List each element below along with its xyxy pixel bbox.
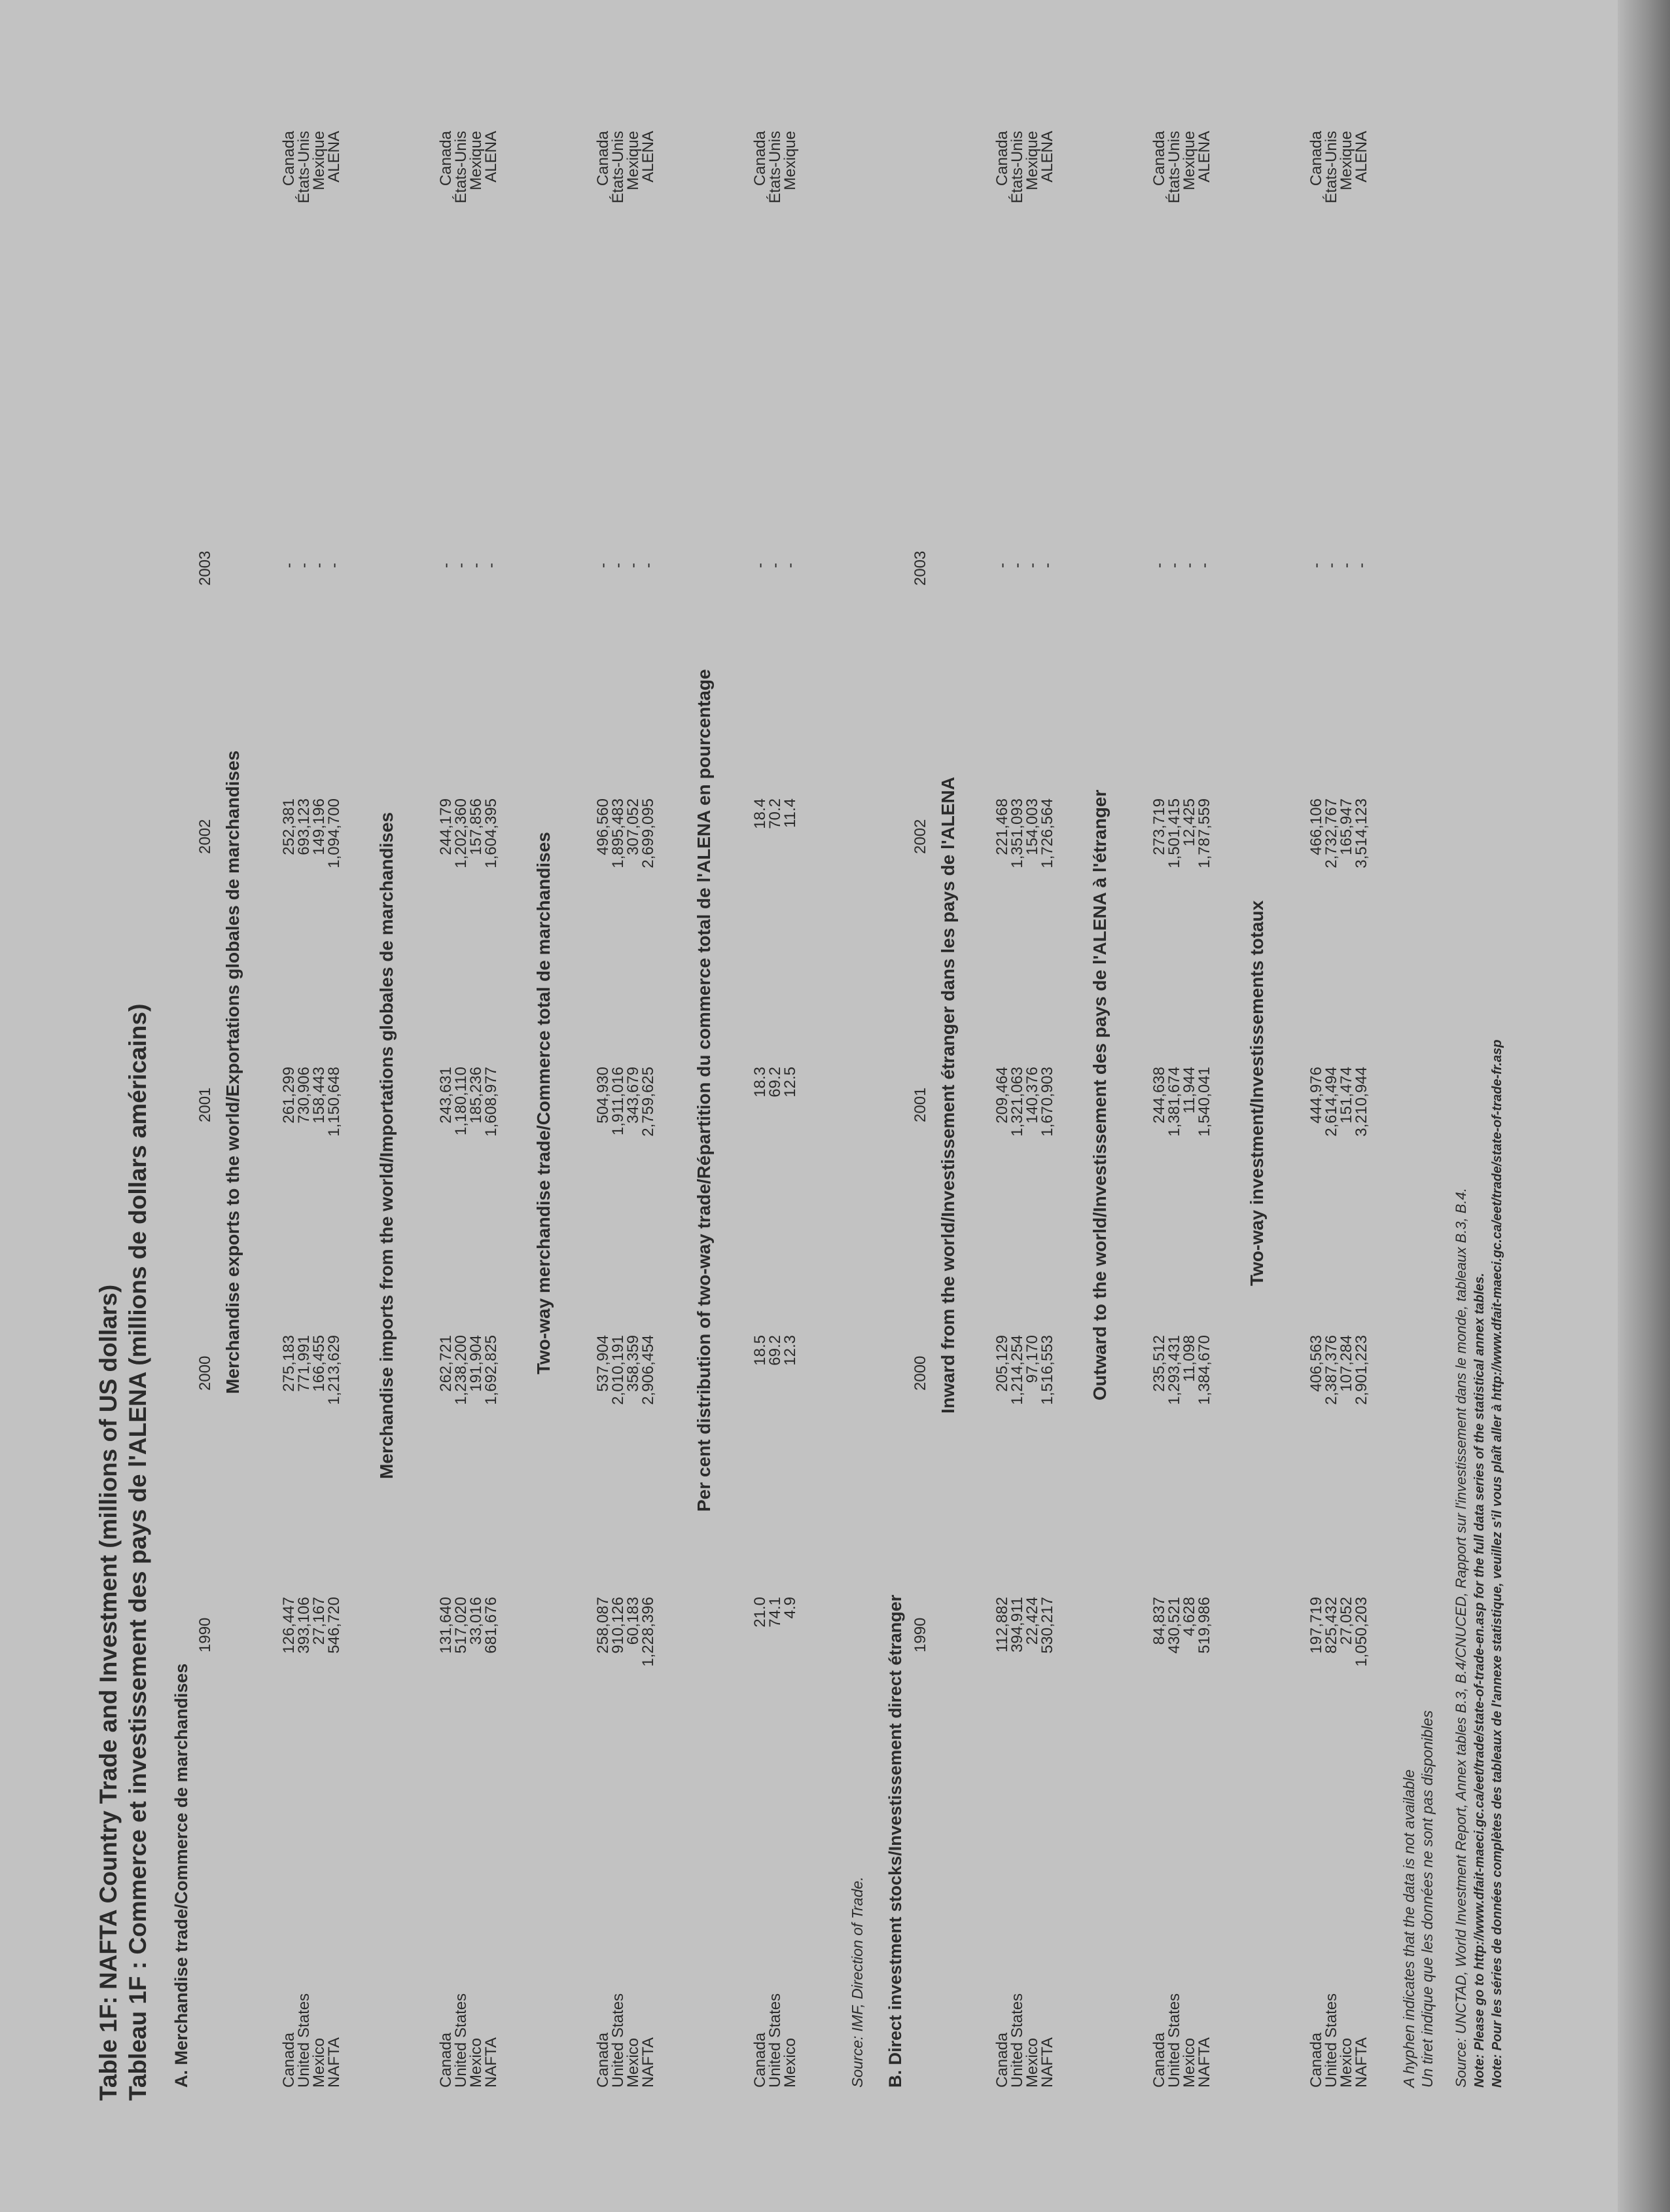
table-title-fr: Tableau 1F : Commerce et investissement des pays de l'ALENA (millions de dollars américains) xyxy=(124,1003,151,2101)
cell: 1,050,203 xyxy=(1353,1597,1370,1667)
cell: - xyxy=(1023,563,1041,568)
col-2000 xyxy=(438,1335,499,1453)
cell: 2,906,454 xyxy=(639,1335,657,1405)
row-label: NAFTA xyxy=(1353,2037,1370,2088)
cell: 519,986 xyxy=(1196,1597,1213,1654)
row-label-fr: États-Unis xyxy=(452,131,470,204)
cell: 273,719 xyxy=(1150,798,1168,855)
cell: - xyxy=(1353,563,1370,568)
cell: 1,895,483 xyxy=(609,798,627,868)
row-label-fr: États-Unis xyxy=(295,131,313,204)
row-label: United States xyxy=(766,1993,784,2088)
row-label-fr: ALENA xyxy=(639,131,657,183)
cell: 343,679 xyxy=(624,1067,642,1124)
row-label: NAFTA xyxy=(1196,2037,1213,2088)
cell: 358,359 xyxy=(624,1335,642,1392)
cell: 393,106 xyxy=(295,1597,313,1654)
cell: 191,904 xyxy=(467,1335,485,1392)
row-labels-fr xyxy=(1152,131,1212,249)
row-label-fr: États-Unis xyxy=(766,131,784,204)
row-label-fr: Mexique xyxy=(1338,131,1355,190)
cell: 466,106 xyxy=(1307,798,1325,855)
cell: 2,010,191 xyxy=(609,1335,627,1405)
cell: 394,911 xyxy=(1008,1597,1026,1652)
cell: - xyxy=(609,563,627,568)
cell: - xyxy=(310,563,328,568)
cell: - xyxy=(624,563,642,568)
block-heading-exports: Merchandise exports to the world/Exportations globales de marchandises xyxy=(222,750,243,1394)
cell: 21.0 xyxy=(751,1597,769,1628)
cell: - xyxy=(437,563,455,568)
col-2000 xyxy=(1152,1335,1212,1453)
block-heading-imports: Merchandise imports from the world/Importations globales de marchandises xyxy=(376,812,397,1479)
row-label-fr: ALENA xyxy=(325,131,343,183)
row-label-fr: Canada xyxy=(1307,131,1325,187)
row-label: Mexico xyxy=(467,2037,485,2088)
source-a: Source: IMF, Direction of Trade. xyxy=(849,1876,866,2088)
cell: - xyxy=(1338,563,1355,568)
year-header-2001: 2001 xyxy=(196,1087,214,1122)
cell: 1,670,903 xyxy=(1039,1067,1056,1137)
row-label: NAFTA xyxy=(325,2037,343,2088)
cell: 1,381,674 xyxy=(1165,1067,1183,1137)
col-1990 xyxy=(595,1597,656,1715)
cell: 2,387,376 xyxy=(1323,1335,1340,1405)
year-header-2001: 2001 xyxy=(912,1087,929,1122)
cell: - xyxy=(1039,563,1056,568)
row-label: Mexico xyxy=(1338,2037,1355,2088)
row-label-fr: Mexique xyxy=(1023,131,1041,190)
col-2002 xyxy=(753,798,798,916)
hyphen-note-en: A hyphen indicates that the data is not available xyxy=(1400,1769,1417,2088)
cell: - xyxy=(280,563,298,568)
cell: 1,787,559 xyxy=(1196,798,1213,868)
cell: 537,904 xyxy=(594,1335,612,1392)
cell: - xyxy=(467,563,485,568)
row-label-fr: Canada xyxy=(280,131,298,187)
row-label: United States xyxy=(452,1993,470,2088)
cell: 18.4 xyxy=(751,798,769,829)
row-label-fr: Mexique xyxy=(624,131,642,190)
row-label-fr: Mexique xyxy=(1181,131,1198,190)
row-labels-fr xyxy=(753,131,798,249)
row-label-fr: Mexique xyxy=(781,131,799,190)
cell: 517,020 xyxy=(452,1597,470,1654)
col-2002 xyxy=(595,798,656,916)
cell: 1,321,063 xyxy=(1008,1067,1026,1137)
cell: 261,299 xyxy=(280,1067,298,1124)
row-label-fr: ALENA xyxy=(482,131,500,183)
year-header-2003: 2003 xyxy=(912,550,929,586)
row-label-fr: Canada xyxy=(751,131,769,187)
row-label-fr: États-Unis xyxy=(1008,131,1026,204)
cell: - xyxy=(1008,563,1026,568)
cell: 60,183 xyxy=(624,1597,642,1645)
row-label: NAFTA xyxy=(639,2037,657,2088)
row-label: Mexico xyxy=(781,2037,799,2088)
row-labels-fr xyxy=(438,131,499,249)
row-label-fr: États-Unis xyxy=(1323,131,1340,204)
cell: 1,228,396 xyxy=(639,1597,657,1667)
row-label-fr: États-Unis xyxy=(609,131,627,204)
cell: 18.5 xyxy=(751,1335,769,1366)
year-header-2002: 2002 xyxy=(912,819,929,854)
cell: 1,351,093 xyxy=(1008,798,1026,868)
col-1990 xyxy=(753,1597,798,1715)
row-label-fr: États-Unis xyxy=(1165,131,1183,204)
cell: 4.9 xyxy=(781,1597,799,1619)
cell: 1,608,977 xyxy=(482,1067,500,1137)
cell: 1,150,648 xyxy=(325,1067,343,1137)
cell: - xyxy=(1150,563,1168,568)
cell: 154,003 xyxy=(1023,798,1041,855)
col-2002 xyxy=(1309,798,1369,916)
row-label: United States xyxy=(1165,1993,1183,2088)
cell: 12.5 xyxy=(781,1067,799,1097)
col-1990 xyxy=(1309,1597,1369,1715)
col-2001 xyxy=(438,1067,499,1185)
cell: 406,563 xyxy=(1307,1335,1325,1392)
row-label: Canada xyxy=(437,2032,455,2088)
row-label: Canada xyxy=(1150,2032,1168,2088)
cell: 1,094,700 xyxy=(325,798,343,868)
row-labels-en xyxy=(438,1993,499,2088)
cell: - xyxy=(482,563,500,568)
row-labels-en xyxy=(281,1993,342,2088)
row-label: NAFTA xyxy=(482,2037,500,2088)
col-2003 xyxy=(753,563,798,628)
cell: 70.2 xyxy=(766,798,784,829)
year-header-2000: 2000 xyxy=(196,1355,214,1391)
cell: 910,126 xyxy=(609,1597,627,1654)
row-label: Canada xyxy=(1307,2032,1325,2088)
row-label-fr: Canada xyxy=(993,131,1011,187)
cell: 112,882 xyxy=(993,1597,1011,1652)
row-label: United States xyxy=(1323,1993,1340,2088)
cell: - xyxy=(1323,563,1340,568)
cell: 97,170 xyxy=(1023,1335,1041,1383)
row-labels-en xyxy=(753,1993,798,2088)
cell: 11.4 xyxy=(781,798,799,828)
block-heading-inward: Inward from the world/Investissement étranger dans les pays de l'ALENA xyxy=(938,777,958,1414)
row-label-fr: Canada xyxy=(594,131,612,187)
col-2001 xyxy=(753,1067,798,1185)
cell: 693,123 xyxy=(295,798,313,855)
cell: 74.1 xyxy=(766,1597,784,1628)
cell: - xyxy=(1196,563,1213,568)
cell: - xyxy=(766,563,784,568)
cell: 252,381 xyxy=(280,798,298,855)
row-labels-en xyxy=(995,1993,1055,2088)
row-label: Canada xyxy=(751,2032,769,2088)
year-header-2003: 2003 xyxy=(196,550,214,586)
col-2002 xyxy=(438,798,499,916)
cell: 1,202,360 xyxy=(452,798,470,868)
cell: 496,560 xyxy=(594,798,612,855)
note-en: Note: Please go to http://www.dfait-maeci.gc.ca/eet/trade/state-of-trade-en.asp for the full data series of the statistical annex tables. xyxy=(1472,1272,1487,2088)
row-labels-fr xyxy=(281,131,342,249)
cell: 681,676 xyxy=(482,1597,500,1654)
cell: 11,944 xyxy=(1181,1067,1198,1114)
cell: 151,474 xyxy=(1338,1067,1355,1124)
col-1990 xyxy=(281,1597,342,1715)
cell: - xyxy=(594,563,612,568)
row-label: Mexico xyxy=(1023,2037,1041,2088)
year-header-1990: 1990 xyxy=(912,1617,929,1652)
cell: 275,183 xyxy=(280,1335,298,1392)
cell: - xyxy=(993,563,1011,568)
cell: 221,468 xyxy=(993,798,1011,855)
cell: 730,906 xyxy=(295,1067,313,1124)
cell: - xyxy=(781,563,799,568)
row-label: Mexico xyxy=(310,2037,328,2088)
cell: 2,614,494 xyxy=(1323,1067,1340,1137)
row-label: Canada xyxy=(594,2032,612,2088)
cell: 140,376 xyxy=(1023,1067,1041,1124)
block-heading-percent-distribution: Per cent distribution of two-way trade/Répartition du commerce total de l'ALENA en pourcentage xyxy=(694,669,714,1512)
col-2003 xyxy=(281,563,342,628)
cell: - xyxy=(452,563,470,568)
cell: 209,464 xyxy=(993,1067,1011,1124)
cell: 2,699,095 xyxy=(639,798,657,868)
col-2001 xyxy=(1152,1067,1212,1185)
cell: 1,692,825 xyxy=(482,1335,500,1405)
cell: 1,911,016 xyxy=(609,1067,627,1135)
col-1990 xyxy=(995,1597,1055,1715)
cell: 530,217 xyxy=(1039,1597,1056,1654)
cell: 1,238,200 xyxy=(452,1335,470,1405)
col-2001 xyxy=(1309,1067,1369,1185)
row-label-fr: ALENA xyxy=(1353,131,1370,183)
col-2002 xyxy=(1152,798,1212,916)
row-label-fr: Mexique xyxy=(467,131,485,190)
row-labels-en xyxy=(1309,1993,1369,2088)
cell: 4,628 xyxy=(1181,1597,1198,1637)
cell: 1,516,553 xyxy=(1039,1335,1056,1405)
row-label-fr: ALENA xyxy=(1039,131,1056,183)
cell: 107,284 xyxy=(1338,1335,1355,1392)
cell: 258,087 xyxy=(594,1597,612,1654)
cell: 1,604,395 xyxy=(482,798,500,868)
cell: 1,540,041 xyxy=(1196,1067,1213,1137)
col-2003 xyxy=(595,563,656,628)
row-label: Mexico xyxy=(624,2037,642,2088)
cell: 243,631 xyxy=(437,1067,455,1124)
cell: - xyxy=(295,563,313,568)
cell: 771,991 xyxy=(295,1335,313,1392)
row-label: Mexico xyxy=(1181,2037,1198,2088)
block-heading-two-way-investment: Two-way investment/Investissements totaux xyxy=(1247,900,1267,1286)
source-b: Source: UNCTAD, World Investment Report, Annex tables B.3, B.4/CNUCED, Rapport sur l'investissement dans le monde, tableaux B.3, B.4. xyxy=(1453,1188,1469,2088)
cell: 157,856 xyxy=(467,798,485,855)
row-label-fr: Canada xyxy=(437,131,455,187)
row-labels-fr xyxy=(595,131,656,249)
cell: 1,384,670 xyxy=(1196,1335,1213,1405)
cell: 22,424 xyxy=(1023,1597,1041,1645)
year-header-1990: 1990 xyxy=(196,1617,214,1652)
year-header-2002: 2002 xyxy=(196,819,214,854)
row-label: United States xyxy=(609,1993,627,2088)
row-labels-en xyxy=(595,1993,656,2088)
col-1990 xyxy=(438,1597,499,1715)
block-heading-two-way-trade: Two-way merchandise trade/Commerce total de marchandises xyxy=(533,832,554,1374)
cell: 1,726,564 xyxy=(1039,798,1056,868)
row-label: United States xyxy=(1008,1993,1026,2088)
cell: 825,432 xyxy=(1323,1597,1340,1654)
cell: 18.3 xyxy=(751,1067,769,1097)
cell: 69.2 xyxy=(766,1067,784,1097)
cell: 3,210,944 xyxy=(1353,1067,1370,1137)
col-2003 xyxy=(1309,563,1369,628)
cell: 1,293,431 xyxy=(1165,1335,1183,1405)
cell: 307,052 xyxy=(624,798,642,855)
section-b-heading: B. Direct investment stocks/Investissement direct étranger xyxy=(885,1594,905,2088)
cell: - xyxy=(639,563,657,568)
cell: 262,721 xyxy=(437,1335,455,1392)
cell: 1,180,110 xyxy=(452,1067,470,1135)
col-2000 xyxy=(595,1335,656,1453)
section-a-heading: A. Merchandise trade/Commerce de marchandises xyxy=(171,1663,191,2088)
row-label-fr: Canada xyxy=(1150,131,1168,187)
col-2002 xyxy=(995,798,1055,916)
cell: 546,720 xyxy=(325,1597,343,1654)
col-2001 xyxy=(595,1067,656,1185)
cell: 149,196 xyxy=(310,798,328,855)
cell: - xyxy=(325,563,343,568)
cell: 131,640 xyxy=(437,1597,455,1654)
cell: 84,837 xyxy=(1150,1597,1168,1645)
cell: 2,901,223 xyxy=(1353,1335,1370,1405)
col-2000 xyxy=(281,1335,342,1453)
col-2000 xyxy=(753,1335,798,1453)
cell: 430,521 xyxy=(1165,1597,1183,1654)
cell: - xyxy=(1307,563,1325,568)
cell: 126,447 xyxy=(280,1597,298,1654)
col-2003 xyxy=(1152,563,1212,628)
cell: 3,514,123 xyxy=(1353,798,1370,868)
cell: 185,236 xyxy=(467,1067,485,1124)
row-labels-fr xyxy=(1309,131,1369,249)
col-2001 xyxy=(281,1067,342,1185)
block-heading-outward: Outward to the world/Investissement des pays de l'ALENA à l'étranger xyxy=(1090,789,1110,1400)
cell: 27,167 xyxy=(310,1597,328,1645)
cell: - xyxy=(1165,563,1183,568)
table-title-en: Table 1F: NAFTA Country Trade and Investment (millions of US dollars) xyxy=(95,1284,122,2101)
cell: 2,732,767 xyxy=(1323,798,1340,868)
cell: 197,719 xyxy=(1307,1597,1325,1654)
cell: 33,016 xyxy=(467,1597,485,1645)
cell: 165,947 xyxy=(1338,798,1355,855)
cell: 1,501,415 xyxy=(1165,798,1183,868)
row-label-fr: Mexique xyxy=(310,131,328,190)
cell: 244,638 xyxy=(1150,1067,1168,1124)
cell: 69.2 xyxy=(766,1335,784,1366)
cell: - xyxy=(751,563,769,568)
cell: 12.3 xyxy=(781,1335,799,1366)
col-2003 xyxy=(438,563,499,628)
year-header-2000: 2000 xyxy=(912,1355,929,1391)
cell: 27,052 xyxy=(1338,1597,1355,1645)
cell: - xyxy=(1181,563,1198,568)
cell: 11,098 xyxy=(1181,1335,1198,1382)
cell: 12,425 xyxy=(1181,798,1198,847)
cell: 444,976 xyxy=(1307,1067,1325,1124)
cell: 166,455 xyxy=(310,1335,328,1392)
cell: 1,214,254 xyxy=(1008,1335,1026,1405)
hyphen-note-fr: Un tiret indique que les données ne sont pas disponibles xyxy=(1419,1710,1436,2088)
cell: 158,443 xyxy=(310,1067,328,1124)
row-labels-en xyxy=(1152,1993,1212,2088)
cell: 205,129 xyxy=(993,1335,1011,1392)
note-fr: Note: Pour les séries de données complètes des tableaux de l'annexe statistique, veuillez s'il vous plaît aller à http://www.dfait-maeci.gc.ca/eet/trade/state-of-trade-fr.asp xyxy=(1490,1039,1504,2088)
cell: 235,512 xyxy=(1150,1335,1168,1392)
cell: 244,179 xyxy=(437,798,455,855)
row-label: NAFTA xyxy=(1039,2037,1056,2088)
cell: 1,213,629 xyxy=(325,1335,343,1405)
cell: 504,930 xyxy=(594,1067,612,1124)
cell: 2,759,625 xyxy=(639,1067,657,1137)
row-label: Canada xyxy=(280,2032,298,2088)
row-label: Canada xyxy=(993,2032,1011,2088)
col-2003 xyxy=(995,563,1055,628)
col-2001 xyxy=(995,1067,1055,1185)
row-label: United States xyxy=(295,1993,313,2088)
row-label-fr: ALENA xyxy=(1196,131,1213,183)
row-labels-fr xyxy=(995,131,1055,249)
col-2000 xyxy=(995,1335,1055,1453)
col-2000 xyxy=(1309,1335,1369,1453)
col-1990 xyxy=(1152,1597,1212,1715)
col-2002 xyxy=(281,798,342,916)
